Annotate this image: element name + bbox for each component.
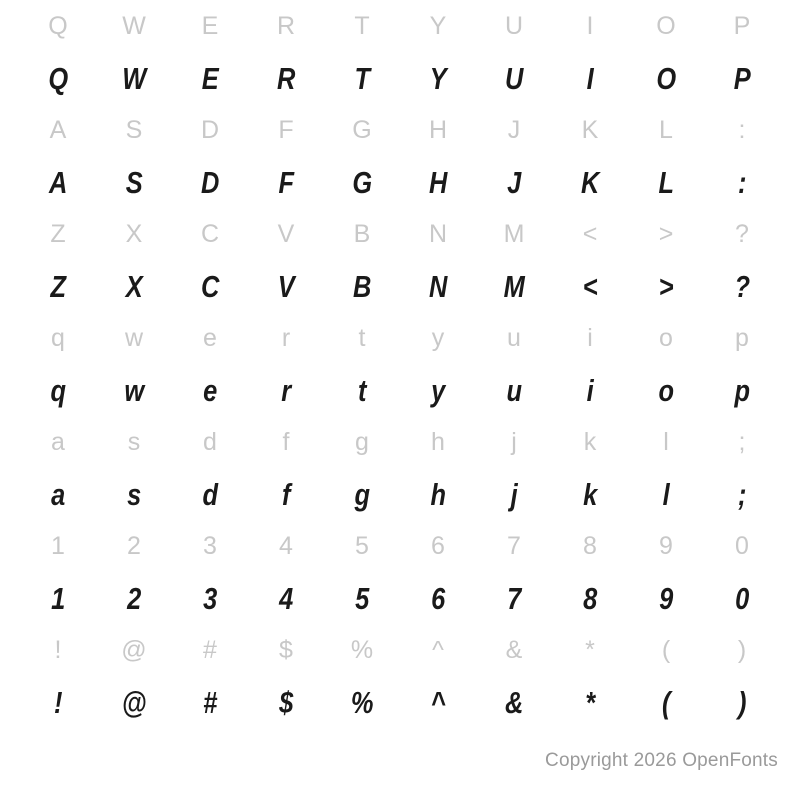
glyph-cell: & — [505, 635, 523, 664]
glyph-cell: 5 — [355, 580, 369, 616]
glyph-cell: K — [581, 164, 599, 200]
glyph-cell: < — [582, 268, 598, 304]
glyph-cell: 7 — [507, 580, 521, 616]
glyph-cell: B — [353, 268, 371, 304]
glyph-cell: 0 — [735, 531, 749, 560]
glyph-cell: t — [357, 372, 367, 408]
glyph-cell: d — [203, 427, 217, 456]
glyph-cell: X — [125, 219, 143, 248]
glyph-cell: Z — [50, 268, 66, 304]
glyph-cell: & — [505, 684, 523, 720]
glyph-cell: B — [353, 219, 371, 248]
glyph-cell: ( — [661, 635, 671, 664]
glyph-cell: ; — [738, 427, 746, 456]
glyph-cell: l — [662, 476, 670, 512]
glyph-cell: S — [125, 164, 143, 200]
glyph-cell: a — [51, 427, 65, 456]
glyph-cell: I — [586, 60, 594, 96]
glyph-cell: 0 — [735, 580, 749, 616]
glyph-grid — [20, 0, 780, 728]
glyph-cell: Q — [48, 11, 68, 40]
glyph-cell: w — [124, 323, 144, 352]
glyph-cell: G — [352, 115, 372, 144]
glyph-cell: 2 — [127, 580, 141, 616]
glyph-cell: Q — [48, 60, 68, 96]
glyph-cell: ^ — [430, 684, 446, 720]
glyph-cell: N — [428, 219, 448, 248]
glyph-cell: g — [355, 427, 369, 456]
glyph-cell: < — [582, 219, 598, 248]
glyph-cell: 1 — [51, 580, 65, 616]
glyph-cell: e — [203, 323, 217, 352]
glyph-cell: 9 — [659, 580, 673, 616]
glyph-cell: $ — [279, 635, 293, 664]
glyph-cell: * — [585, 635, 595, 664]
glyph-cell: : — [738, 115, 746, 144]
glyph-cell: ! — [53, 684, 63, 720]
glyph-cell: d — [202, 476, 218, 512]
glyph-cell: u — [507, 323, 521, 352]
glyph-cell: K — [581, 115, 599, 144]
glyph-cell: a — [51, 476, 65, 512]
glyph-cell: i — [586, 372, 594, 408]
glyph-cell: h — [430, 476, 446, 512]
glyph-cell: y — [431, 323, 445, 352]
glyph-cell: F — [278, 115, 294, 144]
glyph-cell: 9 — [659, 531, 673, 560]
glyph-cell: w — [124, 372, 144, 408]
glyph-cell: D — [200, 115, 220, 144]
glyph-cell: > — [658, 268, 674, 304]
glyph-cell: i — [587, 323, 593, 352]
glyph-cell: ; — [737, 476, 747, 512]
glyph-cell: W — [122, 60, 146, 96]
glyph-cell: C — [201, 268, 219, 304]
glyph-cell: A — [49, 164, 67, 200]
glyph-cell: O — [656, 11, 676, 40]
glyph-cell: V — [277, 219, 295, 248]
glyph-cell: q — [50, 372, 66, 408]
glyph-cell: ) — [737, 684, 747, 720]
glyph-cell: $ — [279, 684, 293, 720]
glyph-cell: L — [658, 164, 674, 200]
glyph-cell: j — [511, 427, 517, 456]
glyph-cell: f — [282, 427, 290, 456]
glyph-cell: X — [125, 268, 143, 304]
glyph-cell: s — [127, 427, 141, 456]
glyph-cell: p — [735, 323, 749, 352]
glyph-cell: Y — [429, 60, 447, 96]
glyph-cell: g — [354, 476, 370, 512]
glyph-cell: E — [201, 11, 219, 40]
glyph-cell: J — [507, 164, 521, 200]
glyph-cell: E — [201, 60, 219, 96]
glyph-cell: 2 — [127, 531, 141, 560]
glyph-cell: @ — [121, 684, 147, 720]
glyph-cell: Y — [429, 11, 447, 40]
glyph-cell: > — [658, 219, 674, 248]
glyph-cell: o — [659, 323, 673, 352]
glyph-cell: l — [663, 427, 669, 456]
glyph-cell: O — [656, 60, 676, 96]
glyph-cell: h — [431, 427, 445, 456]
glyph-cell: G — [352, 164, 372, 200]
glyph-cell: u — [506, 372, 522, 408]
glyph-cell: H — [428, 115, 448, 144]
glyph-cell: ( — [661, 684, 671, 720]
glyph-cell: t — [358, 323, 366, 352]
glyph-cell: % — [350, 635, 374, 664]
glyph-cell: D — [201, 164, 219, 200]
glyph-cell: S — [125, 115, 143, 144]
glyph-cell: j — [510, 476, 518, 512]
glyph-cell: 4 — [279, 580, 293, 616]
glyph-cell: U — [505, 60, 523, 96]
glyph-cell: V — [277, 268, 295, 304]
glyph-cell: W — [122, 11, 146, 40]
glyph-cell: # — [203, 635, 217, 664]
copyright-notice: Copyright 2026 OpenFonts — [545, 750, 778, 771]
glyph-cell: C — [200, 219, 220, 248]
glyph-cell: M — [503, 219, 525, 248]
glyph-cell: 5 — [355, 531, 369, 560]
glyph-cell: ? — [735, 219, 749, 248]
glyph-cell: R — [276, 11, 296, 40]
glyph-cell: 3 — [203, 580, 217, 616]
glyph-cell: s — [127, 476, 141, 512]
glyph-cell: ? — [734, 268, 750, 304]
glyph-cell: R — [277, 60, 295, 96]
glyph-cell: k — [583, 427, 597, 456]
glyph-cell: T — [354, 11, 370, 40]
glyph-cell: 4 — [279, 531, 293, 560]
glyph-cell: ! — [54, 635, 62, 664]
glyph-cell: 7 — [507, 531, 521, 560]
glyph-cell: r — [281, 323, 291, 352]
glyph-cell: k — [583, 476, 597, 512]
glyph-cell: : — [737, 164, 747, 200]
glyph-cell: 8 — [583, 580, 597, 616]
glyph-cell: e — [203, 372, 217, 408]
glyph-cell: q — [51, 323, 65, 352]
glyph-cell: # — [203, 684, 217, 720]
glyph-cell: N — [429, 268, 447, 304]
glyph-cell: H — [429, 164, 447, 200]
glyph-cell: @ — [121, 635, 147, 664]
glyph-cell: P — [733, 60, 751, 96]
glyph-cell: * — [585, 684, 595, 720]
glyph-cell: 1 — [51, 531, 65, 560]
glyph-cell: 3 — [203, 531, 217, 560]
glyph-cell: p — [734, 372, 750, 408]
glyph-cell: r — [281, 372, 291, 408]
glyph-cell: Z — [50, 219, 66, 248]
glyph-cell: o — [658, 372, 674, 408]
glyph-cell: U — [504, 11, 524, 40]
glyph-cell: 6 — [431, 531, 445, 560]
glyph-cell: I — [586, 11, 594, 40]
glyph-cell: ) — [737, 635, 747, 664]
glyph-cell: T — [354, 60, 370, 96]
glyph-cell: % — [350, 684, 374, 720]
glyph-cell: J — [507, 115, 521, 144]
glyph-cell: F — [278, 164, 294, 200]
glyph-cell: f — [281, 476, 291, 512]
glyph-cell: 6 — [431, 580, 445, 616]
glyph-cell: M — [503, 268, 525, 304]
glyph-cell: ^ — [432, 635, 444, 664]
glyph-cell: y — [431, 372, 445, 408]
glyph-cell: P — [733, 11, 751, 40]
glyph-cell: 8 — [583, 531, 597, 560]
glyph-cell: L — [659, 115, 673, 144]
glyph-cell: A — [49, 115, 67, 144]
